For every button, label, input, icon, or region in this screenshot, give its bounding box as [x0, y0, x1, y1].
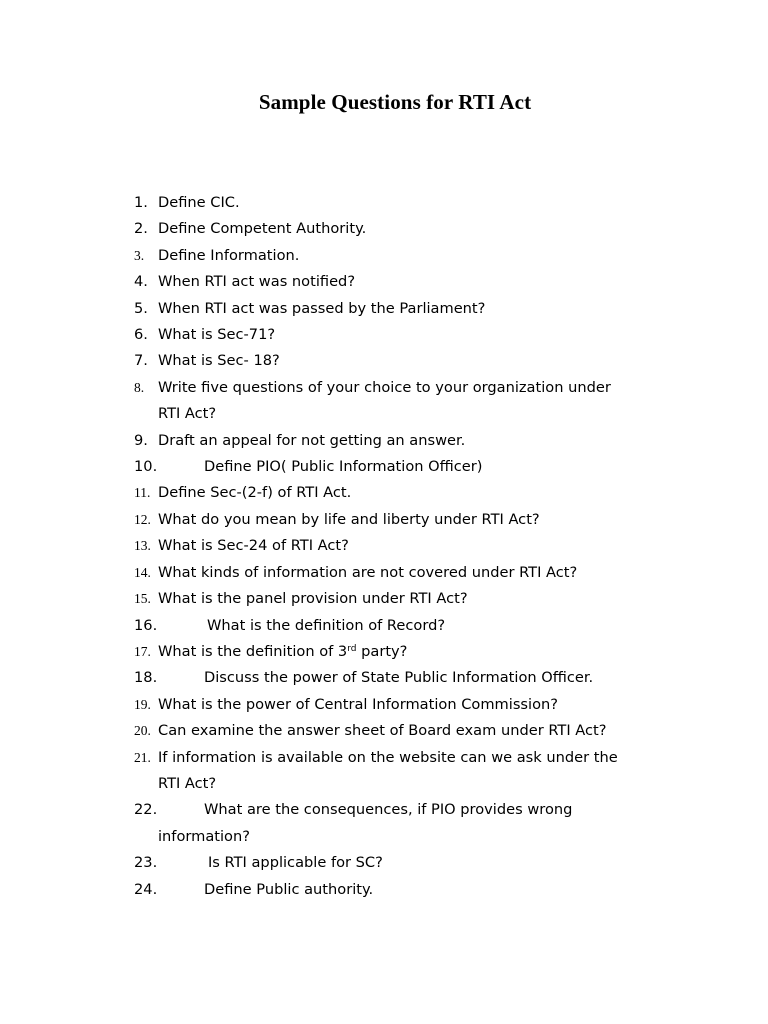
item-text: What is the panel provision under RTI Act? — [158, 590, 468, 608]
item-number: 13. — [134, 538, 151, 554]
item-text: Define Public authority. — [204, 880, 374, 898]
item-text: Define Information. — [158, 246, 300, 264]
item-text: What kinds of information are not covered under RTI Act? — [158, 563, 578, 581]
item-text-continued: information? — [158, 827, 250, 845]
item-number: 1. — [134, 194, 148, 211]
list-item — [134, 877, 654, 903]
item-text: What is Sec-24 of RTI Act? — [158, 537, 349, 555]
list-item — [134, 296, 654, 322]
item-number: 19. — [134, 696, 151, 712]
list-item — [134, 348, 654, 374]
item-text-continued: RTI Act? — [158, 405, 217, 423]
item-number: 4. — [134, 273, 148, 291]
item-text: Define Competent Authority. — [158, 220, 367, 238]
item-text: Can examine the answer sheet of Board exam under RTI Act? — [158, 722, 607, 740]
item-text: Write five questions of your choice to your organization under — [158, 378, 611, 396]
item-number: 23. — [134, 854, 158, 872]
item-number: 5. — [134, 299, 148, 317]
list-item — [134, 375, 654, 428]
list-item — [134, 692, 654, 718]
question-list — [134, 190, 654, 903]
item-number: 22. — [134, 801, 158, 819]
item-text: Define CIC. — [158, 194, 240, 211]
item-number: 16. — [134, 616, 158, 634]
list-item — [134, 797, 654, 850]
item-number: 7. — [134, 352, 148, 370]
list-item — [134, 533, 654, 559]
list-item — [134, 560, 654, 586]
item-text: Discuss the power of State Public Information Officer. — [204, 669, 594, 687]
item-number: 12. — [134, 511, 151, 527]
item-number: 11. — [134, 485, 151, 501]
item-text: Define Sec-(2-f) of RTI Act. — [158, 484, 352, 502]
list-item — [134, 269, 654, 295]
item-text — [134, 639, 654, 665]
item-text: What is the definition of Record? — [207, 616, 446, 634]
item-text: Define PIO( Public Information Officer) — [204, 458, 483, 476]
list-item — [134, 480, 654, 506]
list-item — [134, 639, 654, 665]
list-item — [134, 507, 654, 533]
list-item — [134, 428, 654, 454]
item-text: What is Sec-71? — [158, 326, 276, 344]
item-number: 14. — [134, 564, 151, 580]
item-text-continued: RTI Act? — [158, 774, 217, 792]
item-number: 9. — [134, 431, 148, 449]
item-text: If information is available on the website can we ask under the — [158, 748, 618, 766]
item-number: 3. — [134, 247, 145, 263]
item-number: 6. — [134, 326, 148, 344]
item-text: What are the consequences, if PIO provides wrong — [204, 801, 573, 819]
list-item — [134, 745, 654, 798]
list-item — [134, 665, 654, 691]
list-item — [134, 454, 654, 480]
item-number: 8. — [134, 379, 145, 395]
item-text: What is Sec- 18? — [158, 352, 280, 370]
list-item — [134, 718, 654, 744]
item-number: 10. — [134, 458, 158, 476]
item-text: Draft an appeal for not getting an answer. — [158, 431, 466, 449]
list-item — [134, 586, 654, 612]
item-number: 2. — [134, 220, 148, 238]
item-text-after: party? — [356, 642, 408, 660]
list-item — [134, 850, 654, 876]
list-item — [134, 243, 654, 269]
ordinal-superscript: rd — [347, 643, 357, 654]
item-number: 21. — [134, 749, 151, 765]
item-number: 17. — [134, 643, 151, 659]
list-item — [134, 190, 654, 216]
list-item — [134, 216, 654, 242]
item-number: 15. — [134, 591, 151, 607]
item-number: 20. — [134, 723, 151, 739]
item-text: Is RTI applicable for SC? — [208, 854, 383, 872]
document-title: Sample Questions for RTI Act — [258, 90, 532, 114]
list-item — [134, 322, 654, 348]
item-text-main: What is the definition of 3 — [158, 642, 348, 660]
item-text: What do you mean by life and liberty under RTI Act? — [158, 510, 540, 528]
item-text: What is the power of Central Information Commission? — [158, 695, 559, 713]
item-text: When RTI act was passed by the Parliament? — [158, 299, 486, 317]
list-item — [134, 613, 654, 639]
item-text: When RTI act was notified? — [158, 273, 356, 291]
item-number: 24. — [134, 880, 158, 898]
item-number: 18. — [134, 669, 158, 687]
